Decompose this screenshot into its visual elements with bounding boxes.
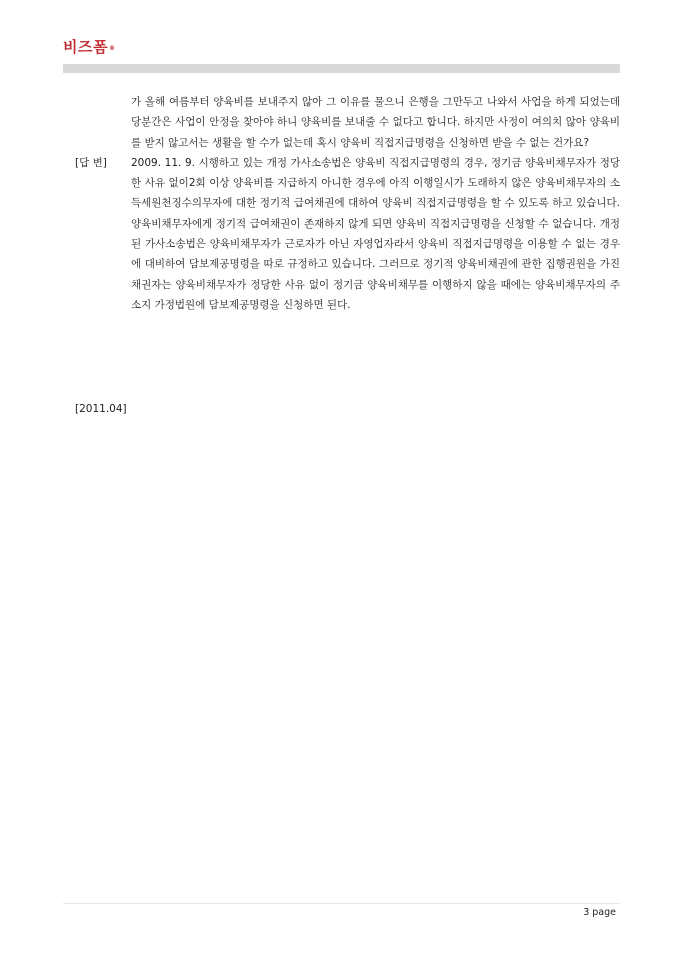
bizform-logo [63,38,115,56]
answer-text: 2009. 11. 9. 시행하고 있는 개정 가사소송법은 양육비 직접지급명령의 경우, 정기금 양육비채무자가 정당한 사유 없이2회 이상 양육비를 지급하지 아니한 경우에 아직 이행일시가 도래하지 않은 양육비채무자의 소득세원천징수의무자에 대한 정기적 급여채권에 대하여 양육비 직접지급명령을 할 수 있도록 하고 있습니다. 양육비채무자에게 정기적 급여채권이 존재하지 않게 되면 양육비 직접지급명령을 신청할 수 없습니다. 개정된 가사소송법은 양육비채무자가 근로자가 아닌 자영업자라서 양육비 직접지급명령을 이용할 수 없는 경우에 대비하여 담보제공명령을 따로 규정하고 있습니다. 그러므로 정기적 양육비채권에 관한 집행권원을 가진 채권자는 양육비채무자가 정당한 사유 없이 정기금 양육비채무를 이행하지 않을 때에는 양육비채무자의 주소지 가정법원에 담보제공명령을 신청하면 된다. [131,156,620,311]
date-mark: [2011.04] [75,403,127,415]
footer-divider [63,903,620,904]
registered-mark: ® [108,45,116,52]
logo-text: 비즈폼 [63,38,108,56]
question-continuation: 가 올해 여름부터 양육비를 보내주지 않아 그 이유를 물으니 은행을 그만두고 나와서 사업을 하게 되었는데 당분간은 사업이 안정을 찾아야 하니 양육비를 보내줄 수 없다고 합니다. 하지만 사정이 여의치 않아 양육비를 받지 않고서는 생활을 할 수가 없는데 혹시 양육비 직접지급명령을 신청하면 받을 수 없는 건가요? [131,96,620,149]
document-body [63,92,620,315]
answer-block [63,153,620,315]
header-bar [63,64,620,73]
answer-label: [답 변] [75,156,107,169]
page-number: 3 page [583,907,616,918]
